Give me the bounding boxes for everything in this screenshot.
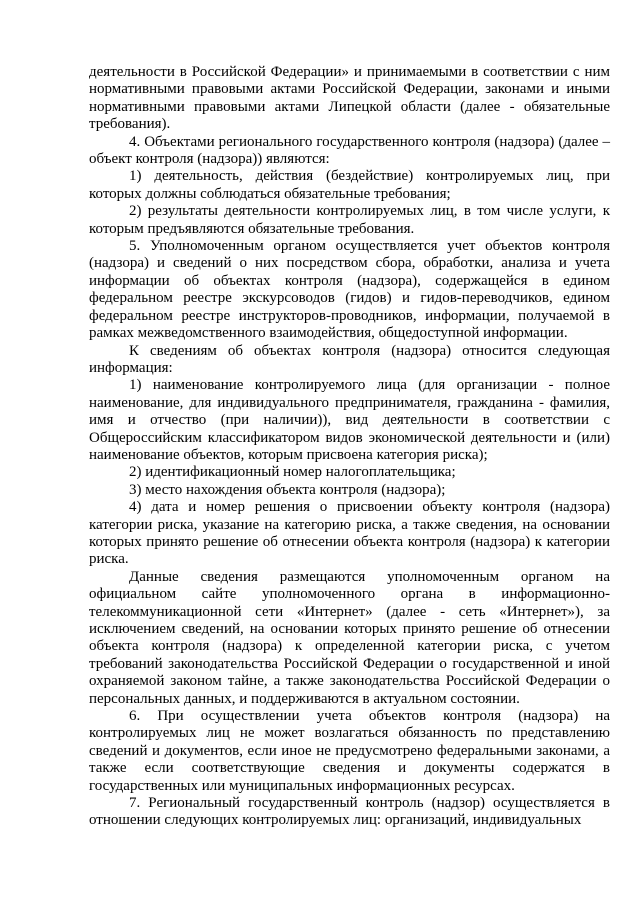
paragraph-5-item-4: 4) дата и номер решения о присвоении объекту контроля (надзора) категории риска, указание на категорию риска, а также сведения, на основании которых принято решение об отнесении объекта контроля (надзора) к категории риска.: [89, 499, 610, 568]
paragraph-7-controlled-persons: 7. Региональный государственный контроль (надзор) осуществляется в отношении следующих контролируемых лиц: организаций, индивидуальных: [89, 795, 610, 829]
paragraph-5-publication: Данные сведения размещаются уполномоченным органом на официальном сайте уполномоченного органа в информационно-телекоммуникационной сети «Интернет» (далее - сеть «Интернет»), за исключением сведений, на основании которых принято решение об отнесении объекта контроля (надзора) к определенной категории риска, с учетом требований законодательства Российской Федерации о государственной и иной охраняемой законом тайне, а также законодательства Российской Федерации о персональных данных, и поддерживаются в актуальном состоянии.: [89, 568, 610, 707]
paragraph-4-item-2: 2) результаты деятельности контролируемых лиц, в том числе услуги, к которым предъявляются обязательные требования.: [89, 203, 610, 237]
paragraph-6-obligations: 6. При осуществлении учета объектов контроля (надзора) на контролируемых лиц не может возлагаться обязанность по представлению сведений и документов, если иное не предусмотрено федеральными законами, а также если соответствующие сведения и документы содержатся в государственных или муниципальных информационных ресурсах.: [89, 708, 610, 794]
paragraph-5-accounting: 5. Уполномоченным органом осуществляется учет объектов контроля (надзора) и сведений о них посредством сбора, обработки, анализа и учета информации об объектах контроля (надзора), содержащейся в едином федеральном реестре экскурсоводов (гидов) и гидов-переводчиков, едином федеральном реестре инструкторов-проводников, информации, получаемой в рамках межведомственного взаимодействия, общедоступной информации.: [89, 238, 610, 342]
document-body: [89, 64, 610, 830]
paragraph-4-item-1: 1) деятельность, действия (бездействие) контролируемых лиц, при которых должны соблюдаться обязательные требования;: [89, 168, 610, 202]
paragraph-continuation: деятельности в Российской Федерации» и принимаемыми в соответствии с ним нормативными правовыми актами Российской Федерации, законами и иными нормативными правовыми актами Липецкой области (далее - обязательные требования).: [89, 64, 610, 133]
paragraph-4-objects-of-control: 4. Объектами регионального государственного контроля (надзора) (далее – объект контроля (надзора)) являются:: [89, 133, 610, 168]
paragraph-5-item-1: 1) наименование контролируемого лица (для организации - полное наименование, для индивидуального предпринимателя, гражданина - фамилия, имя и отчество (при наличии)), вид деятельности в соответствии с Общероссийским классификатором видов экономической деятельности и (или) наименование объектов, которым присвоена категория риска);: [89, 377, 610, 463]
paragraph-5-item-3: 3) место нахождения объекта контроля (надзора);: [129, 481, 446, 498]
paragraph-5-information-intro: К сведениям об объектах контроля (надзора) относится следующая информация:: [89, 342, 610, 376]
paragraph-5-item-2: 2) идентификационный номер налогоплательщика;: [129, 464, 456, 481]
